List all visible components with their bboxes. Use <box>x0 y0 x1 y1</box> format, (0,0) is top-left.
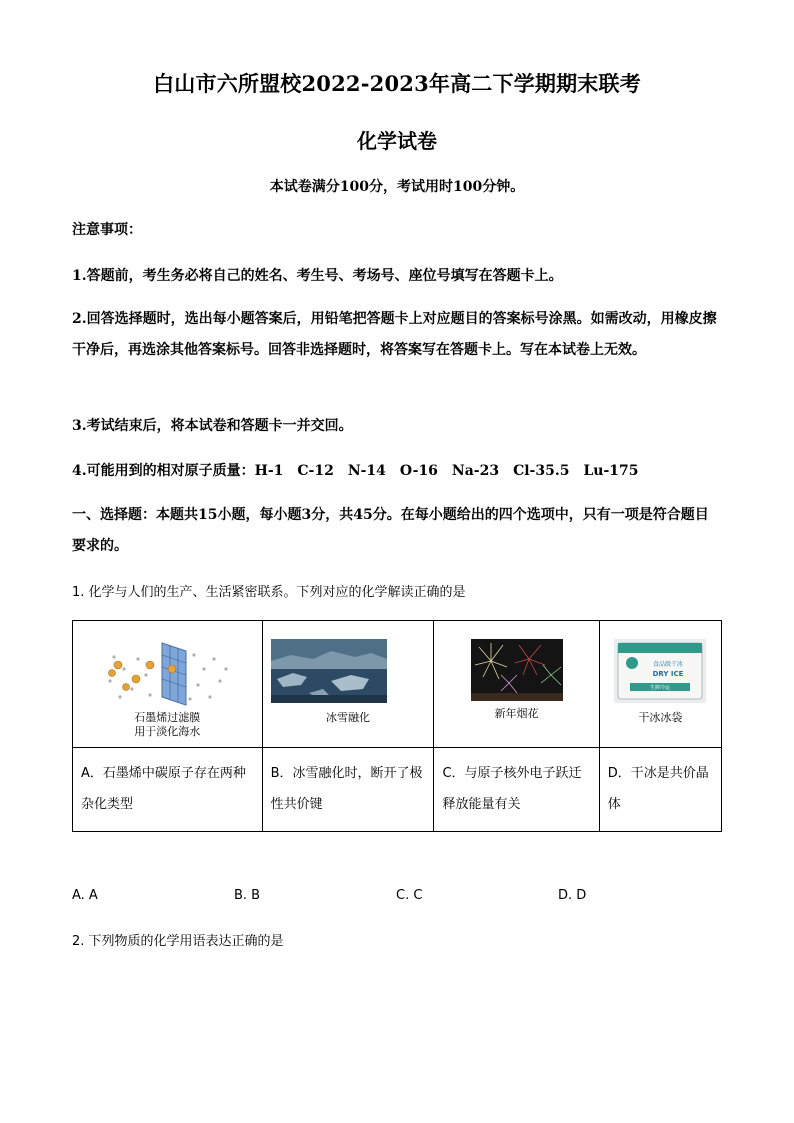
answer-choice-d[interactable]: D. D <box>558 888 587 903</box>
note-item-2: 2.回答选择题时，选出每小题答案后，用铅笔把答题卡上对应题目的答案标号涂黑。如需改动，用橡皮擦干净后，再选涂其他答案标号。回答非选择题时，将答案写在答题卡上。写在本试卷上无效。 <box>72 311 717 358</box>
question-2-stem: 2. 下列物质的化学用语表达正确的是 <box>72 934 284 949</box>
question-1-table <box>72 620 722 832</box>
option-c-caption: 新年烟花 <box>494 707 539 720</box>
bag-label-en: DRY ICE <box>652 670 684 678</box>
answer-choice-c[interactable]: C. C <box>396 888 423 903</box>
option-a-text: A．石墨烯中碳原子存在两种杂化类型 <box>73 748 263 832</box>
option-a-caption-line1: 石墨烯过滤膜 <box>134 711 201 724</box>
graphene-filter-image <box>102 639 232 711</box>
fireworks-image <box>471 639 563 701</box>
option-b-image-cell <box>262 621 434 748</box>
note-item-4: 4.可能用到的相对原子质量：H-1 C-12 N-14 O-16 Na-23 Cl-35.5 Lu-175 <box>72 463 639 479</box>
option-d-text: D．干冰是共价晶体 <box>599 748 721 832</box>
option-d-image-cell <box>599 621 721 748</box>
option-a-caption-line2: 用于淡化海水 <box>134 725 201 738</box>
option-c-image-cell <box>434 621 599 748</box>
option-d-caption: 干冰冰袋 <box>638 711 683 724</box>
answer-choice-a[interactable]: A. A <box>72 888 98 903</box>
exam-title: 白山市六所盟校2022-2023年高二下学期期末联考 <box>153 71 641 96</box>
option-b-caption: 冰雪融化 <box>326 711 370 724</box>
melting-ice-image <box>271 639 387 703</box>
option-c-text: C．与原子核外电子跃迁释放能量有关 <box>434 748 599 832</box>
notes-heading: 注意事项： <box>72 222 142 238</box>
dry-ice-bag-image <box>614 639 706 703</box>
question-1-stem: 1. 化学与人们的生产、生活紧密联系。下列对应的化学解读正确的是 <box>72 585 466 600</box>
answer-choice-b[interactable]: B. B <box>234 888 261 903</box>
bag-sub-label: 生鲜冷运 <box>650 685 671 691</box>
option-b-text: B．冰雪融化时，断开了极性共价键 <box>262 748 434 832</box>
exam-info: 本试卷满分100分，考试用时100分钟。 <box>269 179 525 195</box>
exam-subtitle: 化学试卷 <box>357 129 437 153</box>
bag-label: 食品级干冰 <box>653 661 684 668</box>
section-heading: 一、选择题：本题共15小题，每小题3分，共45分。在每小题给出的四个选项中，只有一项是符合题目要求的。 <box>72 507 709 554</box>
option-a-image-cell <box>73 621 263 748</box>
note-item-1: 1.答题前，考生务必将自己的姓名、考生号、考场号、座位号填写在答题卡上。 <box>72 268 563 284</box>
note-item-3: 3.考试结束后，将本试卷和答题卡一并交回。 <box>72 418 353 434</box>
